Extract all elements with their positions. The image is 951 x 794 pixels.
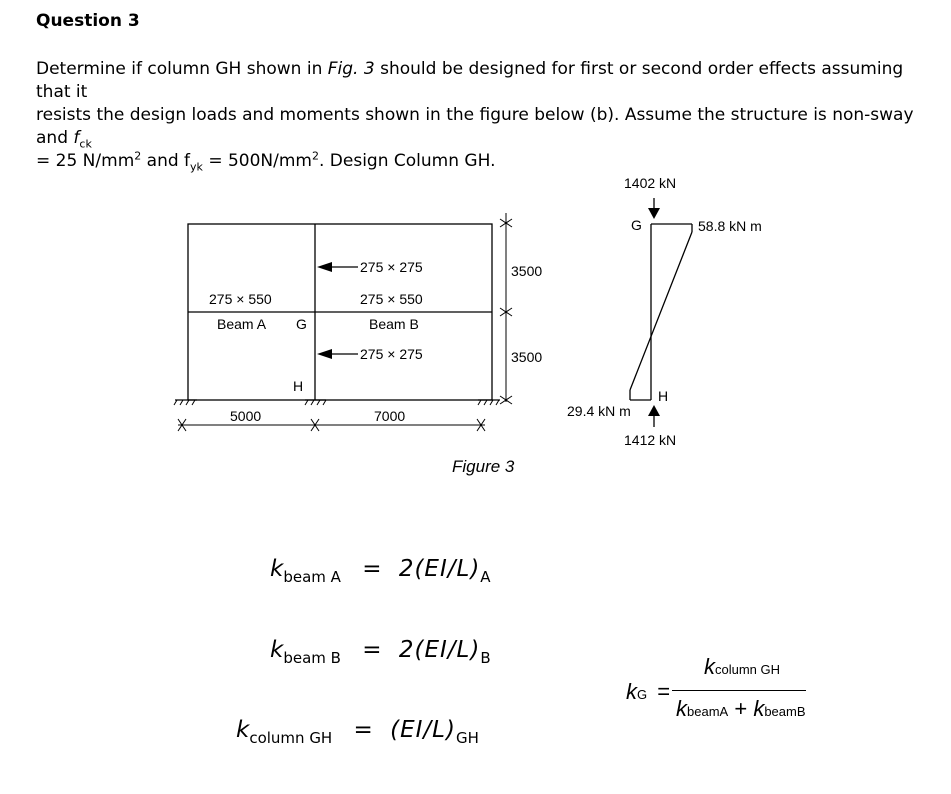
equation-beam-b (270, 637, 491, 667)
node-g-label: G (296, 316, 307, 332)
k-symbol: k (270, 637, 284, 663)
axial-top-load: 1402 kN (624, 175, 677, 191)
kg-den-a-subscript: beamA (687, 704, 729, 719)
beam-b-label: Beam B (369, 316, 419, 332)
kg-num-subscript: column GH (715, 662, 781, 677)
question-text-3c: = 500N/mm (202, 151, 312, 171)
left-span-label: 5000 (230, 408, 262, 424)
top-column-size: 275 × 275 (360, 259, 423, 275)
kg-plus: + (734, 696, 748, 721)
kg-k-symbol: k (626, 679, 637, 704)
load-node-h: H (658, 388, 669, 404)
bottom-column-arrowhead (317, 349, 332, 359)
lower-height-label: 3500 (511, 349, 543, 365)
fraction-bar (672, 690, 806, 691)
beam-a-subscript: beam A (283, 568, 341, 586)
kg-subscript: G (637, 687, 648, 702)
beam-a-label: Beam A (217, 316, 267, 332)
left-beam-size: 275 × 550 (209, 291, 272, 307)
axial-top-arrowhead (648, 208, 660, 219)
superscript-2a: 2 (134, 149, 142, 163)
column-gh-stiffness: (EI/L) (390, 717, 456, 743)
superscript-2b: 2 (312, 149, 319, 163)
kg-den-b-subscript: beamB (764, 704, 806, 719)
figure-caption: Figure 3 (452, 457, 515, 476)
equals-sign: = (362, 556, 382, 582)
top-column-arrowhead (317, 262, 332, 272)
equation-column-gh (236, 717, 479, 747)
mid-beam-size: 275 × 550 (360, 291, 423, 307)
node-h-label: H (293, 378, 304, 394)
moment-bottom-value: 29.4 kN m (567, 403, 631, 419)
k-symbol: k (270, 556, 284, 582)
kg-denominator (676, 696, 806, 722)
kg-lhs (626, 679, 670, 705)
figure-reference: Fig. 3 (327, 59, 375, 79)
kg-equals: = (657, 679, 671, 704)
question-text-3d: . Design Column GH. (319, 151, 496, 171)
kg-den-k-a: k (676, 696, 687, 721)
column-gh-subscript: column GH (249, 729, 333, 747)
axial-bottom-load: 1412 kN (624, 432, 677, 448)
fck-subscript: ck (79, 137, 92, 151)
axial-bottom-arrowhead (648, 405, 660, 416)
equals-sign: = (353, 717, 373, 743)
moment-diagonal (630, 232, 692, 390)
load-node-g: G (631, 217, 642, 233)
question-text-2a: resists the design loads and moments shown in the figure below (b). Assume the structure is non-sway and (36, 105, 914, 148)
kg-den-k-b: k (753, 696, 765, 721)
beam-b-rhs-subscript: B (480, 649, 491, 667)
right-span-label: 7000 (374, 408, 406, 424)
beam-b-stiffness: 2(EI/L) (398, 637, 481, 663)
question-text-3a: = 25 N/mm (36, 151, 135, 171)
equals-sign: = (362, 637, 382, 663)
kg-numerator (704, 654, 780, 680)
upper-height-label: 3500 (511, 263, 543, 279)
question-title: Question 3 (36, 11, 140, 31)
question-text-3b: and f (141, 151, 191, 171)
kg-num-k: k (704, 654, 715, 679)
bottom-column-size: 275 × 275 (360, 346, 423, 362)
question-text-1b: should be designed for first or second order effects assuming that it (36, 59, 904, 102)
beam-a-stiffness: 2(EI/L) (398, 556, 481, 582)
k-symbol: k (236, 717, 250, 743)
question-text-1a: Determine if column GH shown in (36, 59, 328, 79)
column-gh-rhs-subscript: GH (455, 729, 479, 747)
fck-symbol: f (73, 128, 80, 148)
equation-beam-a (270, 556, 491, 586)
kg-equation (626, 651, 946, 741)
beam-a-rhs-subscript: A (480, 568, 491, 586)
moment-top-value: 58.8 kN m (698, 218, 762, 234)
fyk-subscript: yk (190, 160, 203, 174)
beam-b-subscript: beam B (283, 649, 341, 667)
